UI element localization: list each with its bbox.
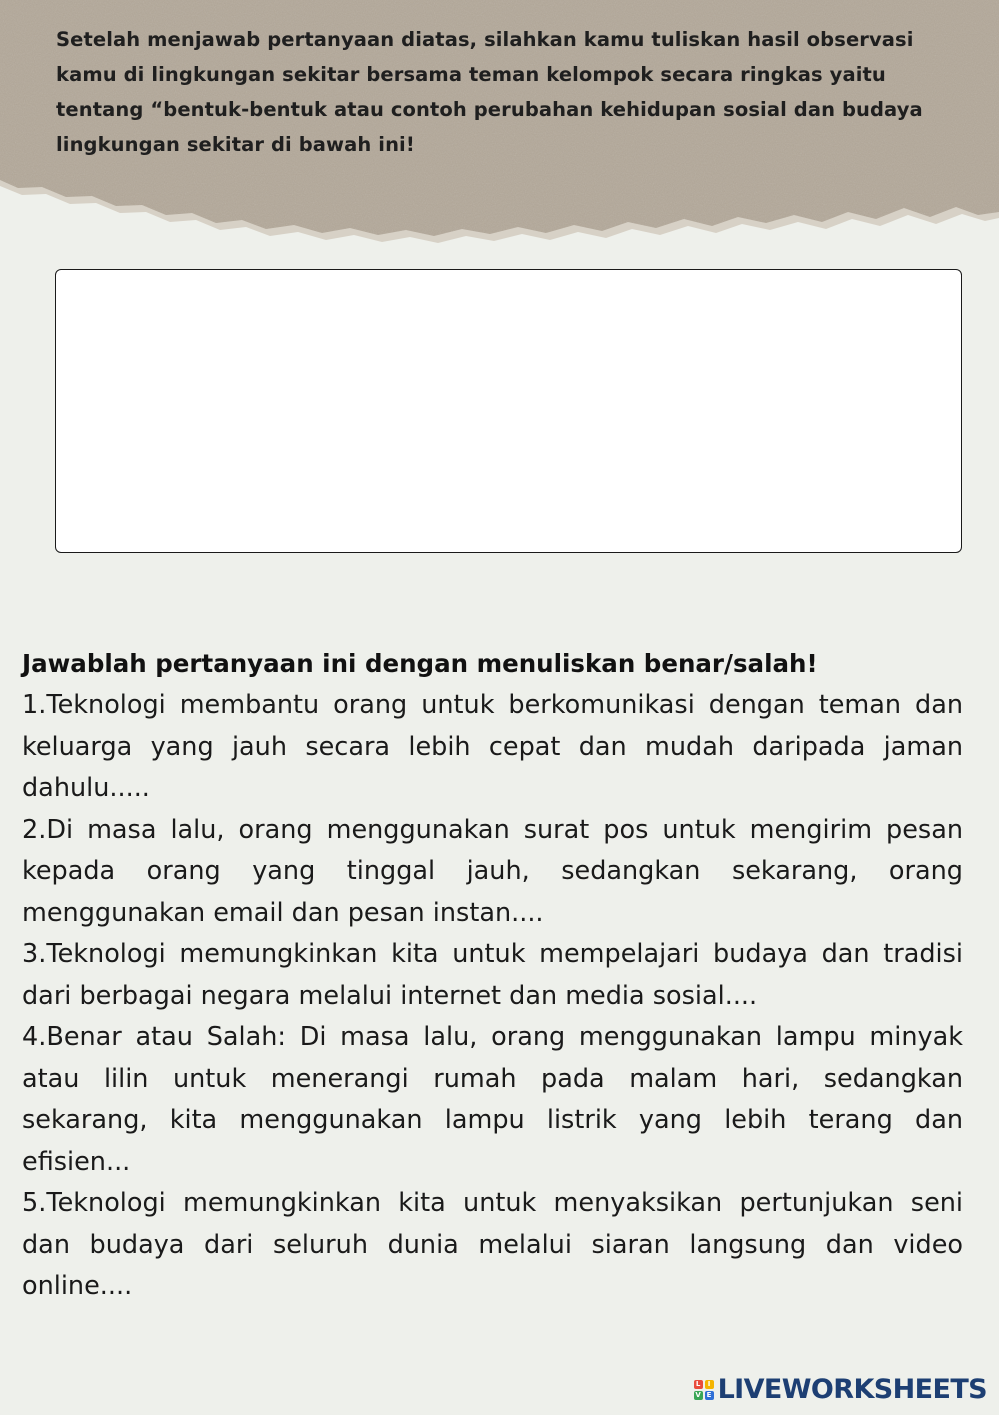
question-item-3: 3.Teknologi memungkinkan kita untuk mempelajari budaya dan tradisi dari berbagai negara melalui internet dan media sosial.... xyxy=(22,939,963,1011)
question-item-5: 5.Teknologi memungkinkan kita untuk menyaksikan pertunjukan seni dan budaya dari seluruh dunia melalui siaran langsung dan video online.... xyxy=(22,1188,963,1301)
observation-answer-box[interactable] xyxy=(55,269,962,553)
liveworksheets-logo-icon xyxy=(694,1380,714,1400)
observation-instruction: Setelah menjawab pertanyaan diatas, silahkan kamu tuliskan hasil observasi kamu di lingkungan sekitar bersama teman kelompok secara ringkas yaitu tentang “bentuk-bentuk atau contoh perubahan kehidupan sosial dan budaya lingkungan sekitar di bawah ini! xyxy=(56,28,923,156)
question-item-2: 2.Di masa lalu, orang menggunakan surat pos untuk mengirim pesan kepada orang yang tinggal jauh, sedangkan sekarang, orang menggunakan email dan pesan instan.... xyxy=(22,814,963,928)
logo-tile-i: I xyxy=(705,1380,714,1389)
logo-tile-v: V xyxy=(695,1390,701,1399)
quiz-title: Jawablah pertanyaan ini dengan menuliskan benar/salah! xyxy=(22,649,818,678)
liveworksheets-logo xyxy=(694,1374,987,1405)
question-item-4: 4.Benar atau Salah: Di masa lalu, orang menggunakan lampu minyak atau lilin untuk menerangi rumah pada malam hari, sedangkan sekarang, kita menggunakan lampu listrik yang lebih terang dan efisien... xyxy=(22,1022,963,1177)
question-item-1: 1.Teknologi membantu orang untuk berkomunikasi dengan teman dan keluarga yang jauh secara lebih cepat dan mudah daripada jaman dahulu..... xyxy=(22,690,963,803)
liveworksheets-wordmark: LIVEWORKSHEETS xyxy=(717,1374,987,1405)
logo-tile-l: L xyxy=(694,1380,703,1389)
logo-tile-e: E xyxy=(705,1391,714,1400)
question-list xyxy=(22,685,963,1308)
